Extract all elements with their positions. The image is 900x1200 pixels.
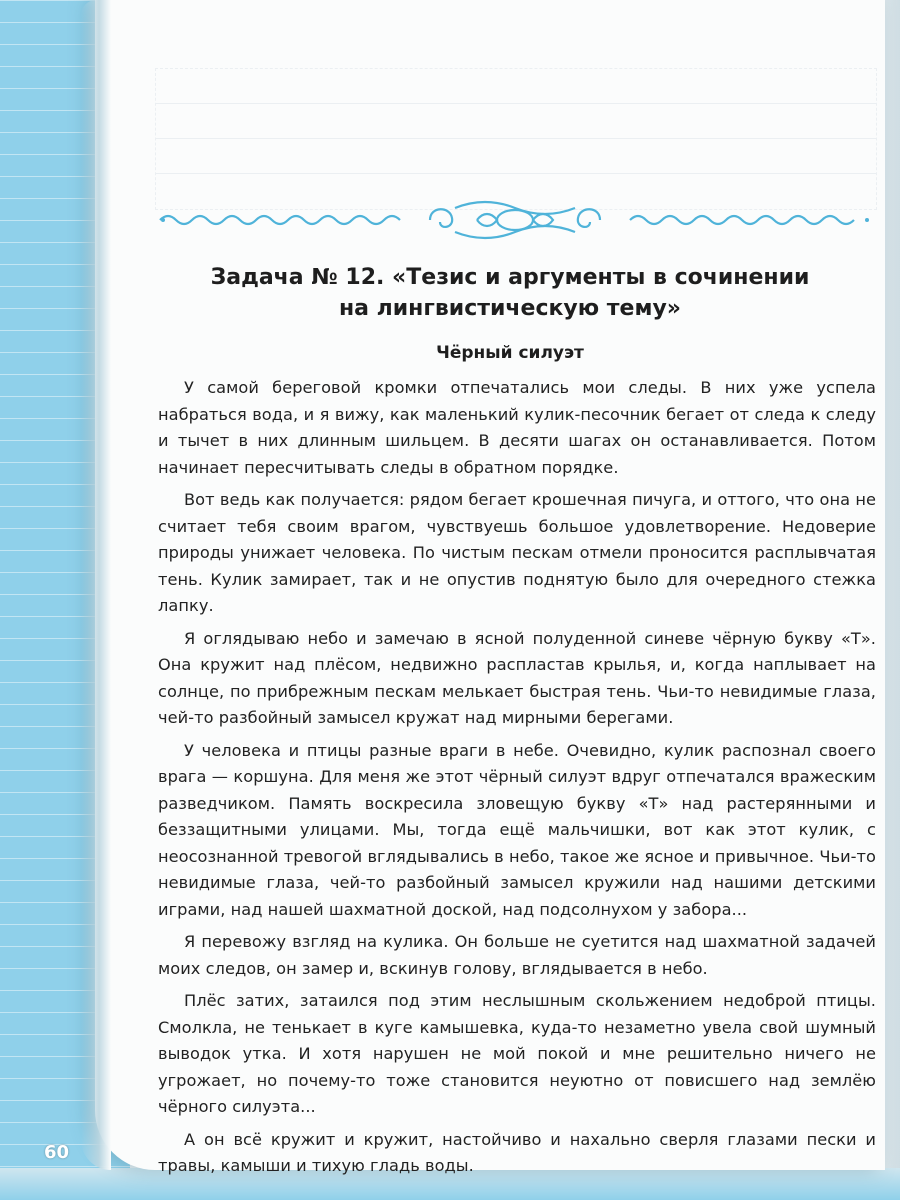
bleed-through-table: [155, 68, 877, 210]
paragraph: Плёс затих, затаился под этим неслышным скольжением недоброй птицы. Смолкла, не тенькает в куге камышевка, куда-то незаметно увела свой шумный выводок утка. И хотя нарушен не мой покой и мне решительно ничего не угрожает, но почему-то тоже становится неуютно от повисшего над землёю чёрного силуэта...: [158, 991, 876, 1117]
paragraph: А он всё кружит и кружит, настойчиво и нахально сверля глазами пески и травы, камыши и тихую гладь воды.: [158, 1129, 876, 1176]
scroll-ornament-icon: [155, 198, 875, 242]
task-title: [160, 262, 860, 324]
paragraph: У самой береговой кромки отпечатались мои следы. В них уже успела набраться вода, и я вижу, как маленький кулик-песочник бегает от следа к следу и тычет в них длинным шильцем. В десяти шагах он останавливается. Потом начинает пересчитывать следы в обратном порядке.: [158, 378, 876, 477]
task-title-line-1: Задача № 12. «Тезис и аргументы в сочинении: [210, 265, 810, 290]
story-text: [158, 375, 876, 1185]
paragraph: Я перевожу взгляд на кулика. Он больше не суетится над шахматной задачей моих следов, он замер и, вскинув голову, вглядывается в небо.: [158, 932, 876, 978]
page-number: 60: [44, 1142, 70, 1163]
text-title: Чёрный силуэт: [436, 343, 584, 363]
ornament-divider: [155, 198, 875, 242]
paragraph: Я оглядываю небо и замечаю в ясной полуденной синеве чёрную букву «Т». Она кружит над плёсом, недвижно распластав крылья, и, когда наплывает на солнце, по прибрежным пескам мелькает быстрая тень. Чьи-то невидимые глаза, чей-то разбойный замысел кружат над мирными берегами.: [158, 628, 876, 728]
task-title-line-2: на лингвистическую тему»: [338, 296, 682, 321]
paragraph: Вот ведь как получается: рядом бегает крошечная пичуга, и оттого, что она не считает тебя своим врагом, чувствуешь большое удовлетворение. Недоверие природы унижает человека. По чистым пескам отмели проносится расплывчатая тень. Кулик замирает, так и не опустив поднятую было для очередного стежка лапку.: [158, 489, 876, 616]
paragraph: У человека и птицы разные враги в небе. Очевидно, кулик распознал своего врага — коршуна. Для меня же этот чёрный силуэт вдруг отпечатался вражеским разведчиком. Память воскресила зловещую букву «Т» над растерянными и беззащитными улицами. Мы, тогда ещё мальчишки, вот как этот кулик, с неосознанной тревогой вглядывались в небо, такое же ясное и привычное. Чьи-то невидимые глаза, чей-то разбойный замысел кружили над нашими детскими играми, над нашей шахматной доской, над подсолнухом у забора...: [158, 740, 876, 920]
